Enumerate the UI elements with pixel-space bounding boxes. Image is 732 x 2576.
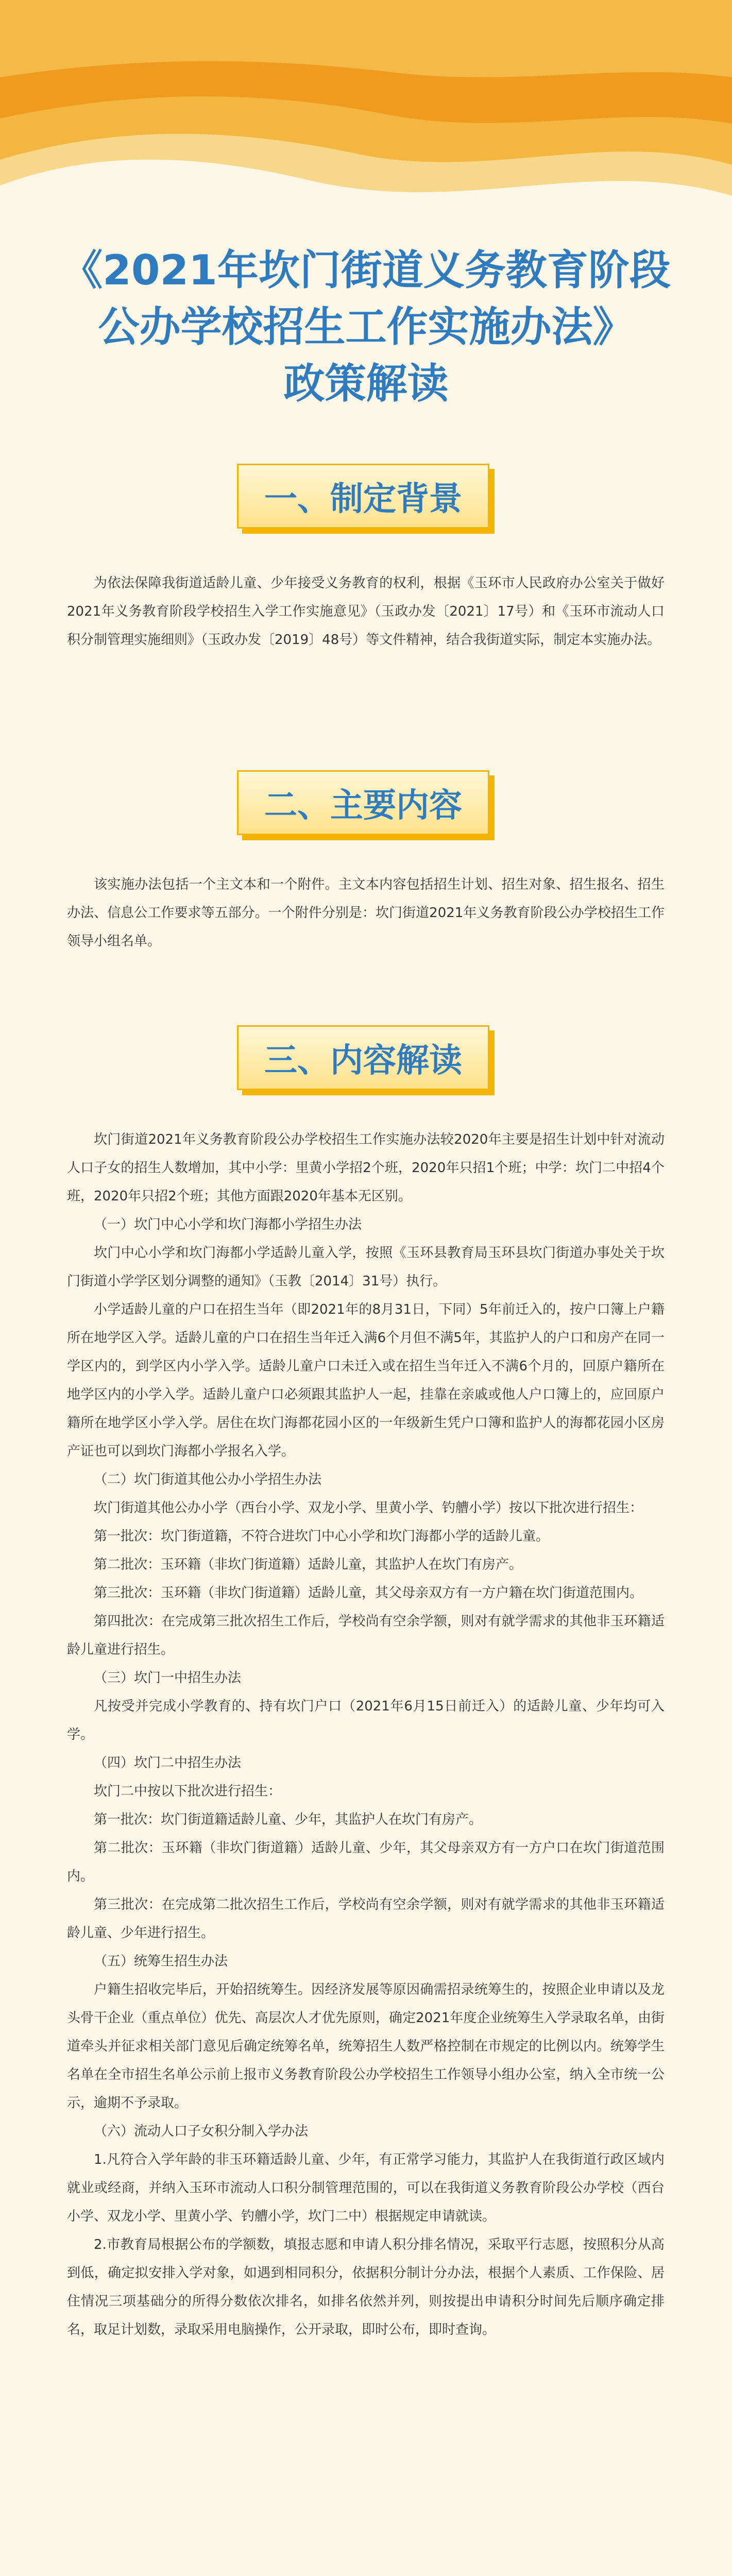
paragraph: （三）坎门一中招生办法	[94, 1670, 242, 1686]
paragraph: 第一批次：坎门街道籍，不符合进坎门中心小学和坎门海都小学的适龄儿童。	[94, 1529, 550, 1544]
document-title	[0, 242, 732, 412]
paragraph: 第一批次：坎门街道籍适龄儿童、少年，其监护人在坎门有房产。	[94, 1812, 483, 1827]
paragraph: 凡按受并完成小学教育的、持有坎门户口（2021年6月15日前迁入）的适龄儿童、少年均可入学。	[67, 1699, 665, 1742]
paragraph: 第四批次：在完成第三批次招生工作后，学校尚有空余学额，则对有就学需求的其他非玉环籍适龄儿童进行招生。	[67, 1614, 665, 1657]
title-line-1: 《2021年坎门街道义务教育阶段	[61, 246, 671, 294]
section-1-body	[67, 569, 665, 654]
paragraph: （二）坎门街道其他公办小学招生办法	[94, 1472, 322, 1487]
paragraph: 坎门中心小学和坎门海都小学适龄儿童入学，按照《玉环县教育局玉环县坎门街道办事处关于坎门街道小学学区划分调整的通知》（玉教〔2014〕31号）执行。	[67, 1245, 665, 1289]
section-2-body	[67, 871, 665, 956]
section-banner-interpretation	[237, 1025, 495, 1095]
paragraph: 2.市教育局根据公布的学额数，填报志愿和申请人积分排名情况，采取平行志愿，按照积分从高到低，确定拟安排入学对象，如遇到相同积分，依据积分制计分办法，根据个人素质、工作保险、居住情况三项基础分的所得分数依次排名，如排名依然并列，则按提出申请积分时间先后顺序确定排名，取足计划数，录取采用电脑操作，公开录取，即时公布，即时查询。	[67, 2237, 665, 2337]
paragraph: 小学适龄儿童的户口在招生当年（即2021年的8月31日，下同）5年前迁入的，按户口簿上户籍所在地学区入学。适龄儿童的户口在招生当年迁入满6个月但不满5年，其监护人的户口和房产在同一学区内的，到学区内小学入学。适龄儿童户口未迁入或在招生当年迁入不满6个月的，回原户籍所在地学区内的小学入学。适龄儿童户口必须跟其监护人一起，挂靠在亲戚或他人户口簿上的，应回原户籍所在地学区小学入学。居住在坎门海都花园小区的一年级新生凭户口簿和监护人的海都花园小区房产证也可以到坎门海都小学报名入学。	[67, 1302, 665, 1459]
paragraph: 户籍生招收完毕后，开始招统筹生。因经济发展等原因确需招录统筹生的，按照企业申请以及龙头骨干企业（重点单位）优先、高层次人才优先原则，确定2021年度企业统筹生入学录取名单，由街道牵头并征求相关部门意见后确定统筹名单，统筹招生人数严格控制在市规定的比例以内。统筹学生名单在全市招生名单公示前上报市义务教育阶段公办学校招生工作领导小组办公室，纳入全市统一公示，逾期不予录取。	[67, 1982, 665, 2111]
section-heading: 一、制定背景	[237, 464, 489, 529]
section-heading: 二、主要内容	[237, 770, 489, 835]
paragraph: 坎门街道2021年义务教育阶段公办学校招生工作实施办法较2020年主要是招生计划中针对流动人口子女的招生人数增加，其中小学：里黄小学招2个班，2020年只招1个班；中学：坎门二中招4个班，2020年只招2个班；其他方面跟2020年基本无区别。	[67, 1132, 665, 1204]
paragraph: 第三批次：在完成第二批次招生工作后，学校尚有空余学额，则对有就学需求的其他非玉环籍适龄儿童、少年进行招生。	[67, 1897, 665, 1941]
paragraph: 该实施办法包括一个主文本和一个附件。主文本内容包括招生计划、招生对象、招生报名、招生办法、信息公工作要求等五部分。一个附件分别是：坎门街道2021年义务教育阶段公办学校招生工作领导小组名单。	[67, 877, 665, 949]
section-3-body	[67, 1126, 665, 2344]
paragraph: （五）统筹生招生办法	[94, 1954, 228, 1969]
paragraph: 1.凡符合入学年龄的非玉环籍适龄儿童、少年，有正常学习能力，其监护人在我街道行政区域内就业或经商，并纳入玉环市流动人口积分制管理范围的，可以在我街道义务教育阶段公办学校（西台小学、双龙小学、里黄小学、钓艚小学，坎门二中）根据规定申请就读。	[67, 2152, 665, 2224]
paragraph: （六）流动人口子女积分制入学办法	[94, 2124, 309, 2139]
title-line-3: 政策解读	[283, 360, 449, 408]
paragraph: 第二批次：玉环籍（非坎门街道籍）适龄儿童、少年，其父母亲双方有一方户口在坎门街道范围内。	[67, 1840, 665, 1884]
section-banner-background	[237, 464, 495, 534]
section-banner-content	[237, 770, 495, 840]
paragraph: 坎门街道其他公办小学（西台小学、双龙小学、里黄小学、钓艚小学）按以下批次进行招生：	[94, 1500, 643, 1516]
paragraph: 第二批次：玉环籍（非坎门街道籍）适龄儿童，其监护人在坎门有房产。	[94, 1557, 523, 1572]
section-heading: 三、内容解读	[237, 1025, 489, 1090]
title-line-2: 公办学校招生工作实施办法》	[98, 303, 634, 351]
paragraph: （一）坎门中心小学和坎门海都小学招生办法	[94, 1217, 362, 1232]
paragraph: 为依法保障我街道适龄儿童、少年接受义务教育的权利，根据《玉环市人民政府办公室关于做好2021年义务教育阶段学校招生入学工作实施意见》（玉政办发〔2021〕17号）和《玉环市流动人口积分制管理实施细则》（玉政办发〔2019〕48号）等文件精神，结合我街道实际，制定本实施办法。	[67, 575, 665, 648]
paragraph: 坎门二中按以下批次进行招生：	[94, 1784, 282, 1799]
paragraph: （四）坎门二中招生办法	[94, 1755, 242, 1771]
paragraph: 第三批次：玉环籍（非坎门街道籍）适龄儿童，其父母亲双方有一方户籍在坎门街道范围内。	[94, 1585, 643, 1601]
